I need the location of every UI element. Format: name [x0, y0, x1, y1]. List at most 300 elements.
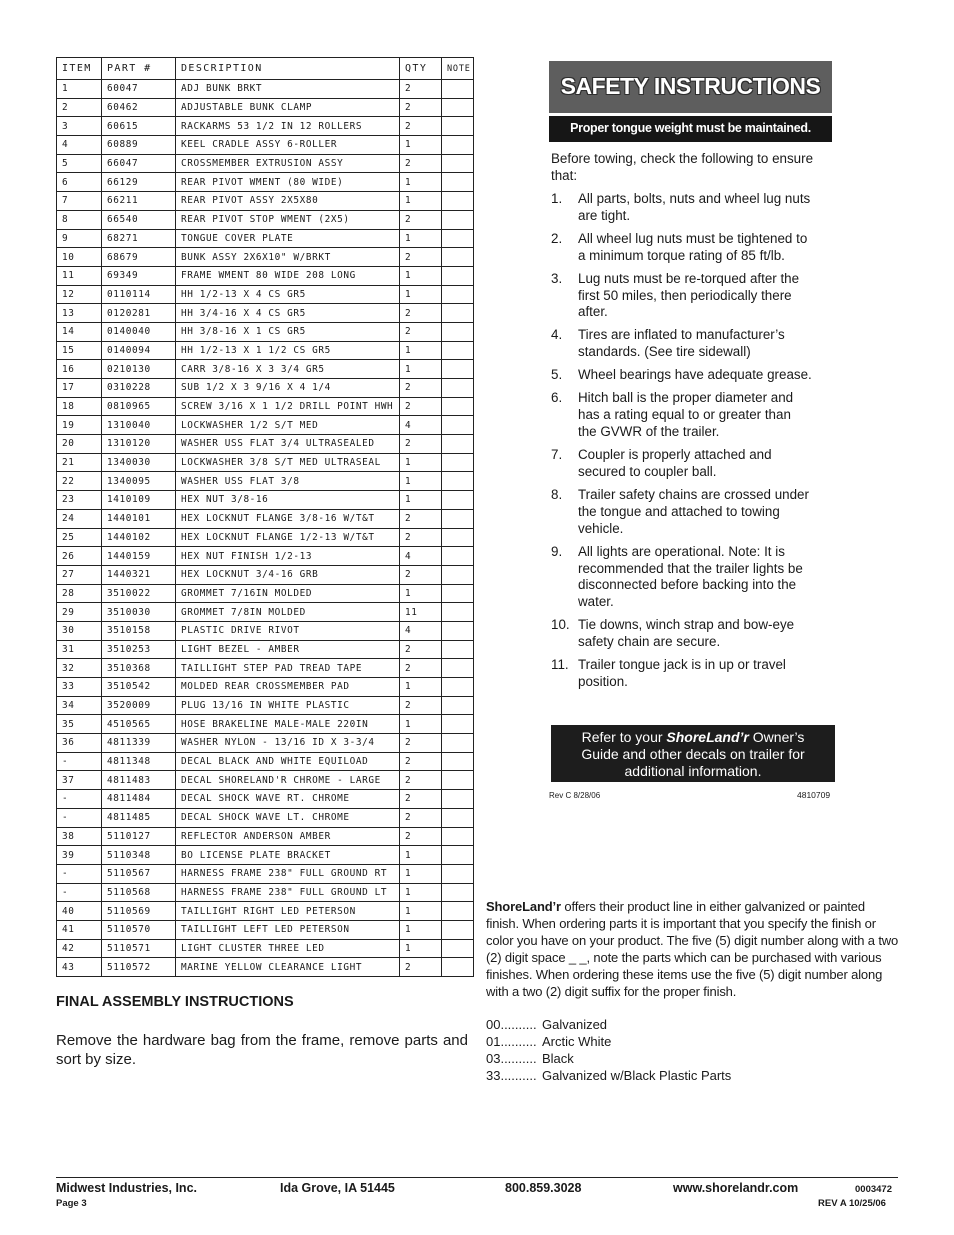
table-row [57, 920, 474, 939]
part-number-cell: 1440159 [102, 547, 176, 566]
part-number-cell: 69349 [102, 266, 176, 285]
finish-option [486, 1067, 731, 1084]
item-cell: 38 [57, 827, 102, 846]
qty-cell: 1 [400, 678, 442, 697]
qty-cell: 1 [400, 229, 442, 248]
description-cell: GROMMET 7/8IN MOLDED [176, 603, 400, 622]
part-number-cell: 5110127 [102, 827, 176, 846]
description-cell: HEX LOCKNUT FLANGE 1/2-13 W/T&T [176, 528, 400, 547]
table-row [57, 846, 474, 865]
description-cell: DECAL SHOCK WAVE LT. CHROME [176, 808, 400, 827]
description-cell: HEX NUT FINISH 1/2-13 [176, 547, 400, 566]
checklist-number: 11. [551, 657, 569, 673]
part-number-cell: 4811348 [102, 752, 176, 771]
table-row [57, 584, 474, 603]
note-cell [442, 902, 474, 921]
footer-website: www.shorelandr.com [673, 1181, 799, 1195]
qty-cell: 2 [400, 790, 442, 809]
safety-checklist [551, 191, 841, 697]
item-cell: 15 [57, 341, 102, 360]
table-row [57, 360, 474, 379]
item-cell: 14 [57, 322, 102, 341]
note-cell [442, 248, 474, 267]
finish-name: Arctic White [542, 1034, 612, 1049]
item-cell: 10 [57, 248, 102, 267]
description-cell: HOSE BRAKELINE MALE-MALE 220IN [176, 715, 400, 734]
checklist-item [551, 327, 841, 361]
footer-city: Ida Grove, IA 51445 [280, 1181, 395, 1195]
note-cell [442, 528, 474, 547]
note-cell [442, 621, 474, 640]
part-number-cell: 60615 [102, 117, 176, 136]
part-number-cell: 66047 [102, 154, 176, 173]
checklist-item [551, 191, 841, 225]
table-row [57, 136, 474, 155]
note-cell [442, 435, 474, 454]
refer-line-1 [551, 729, 835, 746]
part-number-cell: 68679 [102, 248, 176, 267]
description-cell: TAILLIGHT RIGHT LED PETERSON [176, 902, 400, 921]
item-cell: 27 [57, 565, 102, 584]
header-part: PART # [102, 58, 176, 80]
table-row [57, 173, 474, 192]
part-number-cell: 5110348 [102, 846, 176, 865]
item-cell: 37 [57, 771, 102, 790]
description-cell: BUNK ASSY 2X6X10" W/BRKT [176, 248, 400, 267]
footer-phone: 800.859.3028 [505, 1181, 582, 1195]
checklist-number: 6. [551, 390, 563, 406]
part-number-cell: 0810965 [102, 397, 176, 416]
qty-cell: 1 [400, 472, 442, 491]
part-number-cell: 5110568 [102, 883, 176, 902]
part-number-cell: 5110572 [102, 958, 176, 977]
table-row [57, 397, 474, 416]
qty-cell: 2 [400, 509, 442, 528]
qty-cell: 1 [400, 491, 442, 510]
item-cell: 19 [57, 416, 102, 435]
note-cell [442, 659, 474, 678]
note-cell [442, 771, 474, 790]
item-cell: 17 [57, 379, 102, 398]
description-cell: RACKARMS 53 1/2 IN 12 ROLLERS [176, 117, 400, 136]
note-cell [442, 883, 474, 902]
description-cell: HH 1/2-13 X 1 1/2 CS GR5 [176, 341, 400, 360]
item-cell: 8 [57, 210, 102, 229]
note-cell [442, 80, 474, 99]
table-row [57, 603, 474, 622]
description-cell: DECAL SHORELAND'R CHROME - LARGE [176, 771, 400, 790]
item-cell: 43 [57, 958, 102, 977]
header-description: DESCRIPTION [176, 58, 400, 80]
item-cell: 1 [57, 80, 102, 99]
table-row [57, 322, 474, 341]
refer-prefix: Refer to your [581, 729, 663, 745]
finish-name: Galvanized w/Black Plastic Parts [542, 1068, 732, 1083]
parts-table-body [57, 80, 474, 977]
note-cell [442, 397, 474, 416]
note-cell [442, 472, 474, 491]
part-number-cell: 66540 [102, 210, 176, 229]
item-cell: 9 [57, 229, 102, 248]
note-cell [442, 827, 474, 846]
part-number-cell: 4811485 [102, 808, 176, 827]
item-cell: 30 [57, 621, 102, 640]
parts-table [56, 57, 474, 977]
table-row [57, 491, 474, 510]
table-row [57, 790, 474, 809]
description-cell: REAR PIVOT STOP WMENT (2X5) [176, 210, 400, 229]
table-row [57, 154, 474, 173]
qty-cell: 1 [400, 266, 442, 285]
note-cell [442, 453, 474, 472]
description-cell: HH 3/4-16 X 4 CS GR5 [176, 304, 400, 323]
finish-name: Black [542, 1051, 574, 1066]
part-number-cell: 1410109 [102, 491, 176, 510]
finish-paragraph [486, 898, 900, 1000]
checklist-text: All parts, bolts, nuts and wheel lug nuts are tight. [578, 191, 811, 223]
item-cell: 34 [57, 696, 102, 715]
note-cell [442, 565, 474, 584]
description-cell: MARINE YELLOW CLEARANCE LIGHT [176, 958, 400, 977]
note-cell [442, 98, 474, 117]
part-number-cell: 3510030 [102, 603, 176, 622]
safety-title: SAFETY INSTRUCTIONS [560, 73, 821, 99]
finish-code: 00.......... [486, 1017, 537, 1032]
qty-cell: 2 [400, 827, 442, 846]
safety-header [549, 61, 832, 113]
note-cell [442, 360, 474, 379]
checklist-text: Tie downs, winch strap and bow-eye safety chain are secure. [578, 617, 795, 649]
item-cell: 13 [57, 304, 102, 323]
description-cell: HH 3/8-16 X 1 CS GR5 [176, 322, 400, 341]
checklist-item [551, 657, 841, 691]
table-row [57, 80, 474, 99]
note-cell [442, 192, 474, 211]
qty-cell: 2 [400, 640, 442, 659]
part-number-cell: 3520009 [102, 696, 176, 715]
checklist-item [551, 271, 841, 321]
part-number-cell: 60889 [102, 136, 176, 155]
finish-brand: ShoreLand’r [486, 899, 561, 914]
table-row [57, 472, 474, 491]
note-cell [442, 808, 474, 827]
table-row [57, 341, 474, 360]
part-number-cell: 1310120 [102, 435, 176, 454]
description-cell: LIGHT CLUSTER THREE LED [176, 939, 400, 958]
description-cell: REAR PIVOT ASSY 2X5X80 [176, 192, 400, 211]
finish-option [486, 1050, 731, 1067]
description-cell: TAILLIGHT STEP PAD TREAD TAPE [176, 659, 400, 678]
finish-code: 03.......... [486, 1051, 537, 1066]
table-row [57, 229, 474, 248]
description-cell: HARNESS FRAME 238" FULL GROUND RT [176, 864, 400, 883]
description-cell: HEX NUT 3/8-16 [176, 491, 400, 510]
qty-cell: 2 [400, 98, 442, 117]
part-number-cell: 1340030 [102, 453, 176, 472]
item-cell: 12 [57, 285, 102, 304]
item-cell: 2 [57, 98, 102, 117]
finish-text: offers their product line in either galvanized or painted finish. When ordering parts it is important that you specify the finish or color you have on your product. The five (5) digit number along with a two (2) digit space _ _, note the parts which can be purchased with various finishes. When ordering these items use the five (5) digit number along with a two (2) digit suffix for the proper finish. [486, 899, 899, 999]
part-number-cell: 4811484 [102, 790, 176, 809]
qty-cell: 2 [400, 696, 442, 715]
table-row [57, 285, 474, 304]
finish-code: 33.......... [486, 1068, 537, 1083]
item-cell: 39 [57, 846, 102, 865]
qty-cell: 1 [400, 173, 442, 192]
item-cell: 41 [57, 920, 102, 939]
qty-cell: 2 [400, 304, 442, 323]
description-cell: WASHER NYLON - 13/16 ID X 3-3/4 [176, 734, 400, 753]
checklist-text: All lights are operational. Note: It is recommended that the trailer lights be disconnected before backing into the water. [578, 543, 803, 610]
table-row [57, 98, 474, 117]
final-assembly-title: FINAL ASSEMBLY INSTRUCTIONS [56, 994, 294, 1010]
qty-cell: 2 [400, 659, 442, 678]
note-cell [442, 696, 474, 715]
table-row [57, 435, 474, 454]
part-number-cell: 4811339 [102, 734, 176, 753]
qty-cell: 1 [400, 939, 442, 958]
part-number-cell: 3510253 [102, 640, 176, 659]
checklist-text: All wheel lug nuts must be tightened to a minimum torque rating of 85 ft/lb. [578, 230, 808, 263]
qty-cell: 2 [400, 154, 442, 173]
qty-cell: 1 [400, 902, 442, 921]
checklist-number: 3. [551, 270, 563, 286]
checklist-text: Tires are inflated to manufacturer’s standards. (See tire sidewall) [578, 327, 785, 360]
note-cell [442, 603, 474, 622]
table-row [57, 734, 474, 753]
description-cell: BO LICENSE PLATE BRACKET [176, 846, 400, 865]
table-row [57, 509, 474, 528]
header-qty: QTY [400, 58, 442, 80]
qty-cell: 4 [400, 416, 442, 435]
checklist-number: 2. [551, 230, 563, 246]
note-cell [442, 266, 474, 285]
table-row [57, 192, 474, 211]
safety-intro: Before towing, check the following to ensure that: [551, 151, 814, 183]
description-cell: TAILLIGHT LEFT LED PETERSON [176, 920, 400, 939]
qty-cell: 2 [400, 435, 442, 454]
item-cell: 24 [57, 509, 102, 528]
note-cell [442, 341, 474, 360]
note-cell [442, 379, 474, 398]
qty-cell: 2 [400, 752, 442, 771]
table-row [57, 453, 474, 472]
header-note: NOTE [442, 58, 474, 80]
qty-cell: 1 [400, 715, 442, 734]
qty-cell: 1 [400, 864, 442, 883]
item-cell: 22 [57, 472, 102, 491]
checklist-text: Trailer tongue jack is in up or travel position. [578, 657, 786, 689]
item-cell: 6 [57, 173, 102, 192]
checklist-item [551, 390, 841, 440]
note-cell [442, 416, 474, 435]
note-cell [442, 136, 474, 155]
description-cell: CARR 3/8-16 X 3 3/4 GR5 [176, 360, 400, 379]
part-number-cell: 1440102 [102, 528, 176, 547]
part-number-cell: 1340095 [102, 472, 176, 491]
note-cell [442, 734, 474, 753]
qty-cell: 1 [400, 846, 442, 865]
item-cell: - [57, 752, 102, 771]
refer-line-3: additional information. [624, 763, 762, 779]
item-cell: 5 [57, 154, 102, 173]
item-cell: - [57, 883, 102, 902]
checklist-item [551, 617, 841, 651]
item-cell: 11 [57, 266, 102, 285]
note-cell [442, 678, 474, 697]
description-cell: SCREW 3/16 X 1 1/2 DRILL POINT HWH [176, 397, 400, 416]
table-row [57, 621, 474, 640]
table-row [57, 266, 474, 285]
description-cell: HH 1/2-13 X 4 CS GR5 [176, 285, 400, 304]
item-cell: 33 [57, 678, 102, 697]
note-cell [442, 790, 474, 809]
final-assembly-text: Remove the hardware bag from the frame, remove parts and sort by size. [56, 1032, 468, 1068]
qty-cell: 2 [400, 397, 442, 416]
description-cell: FRAME WMENT 80 WIDE 208 LONG [176, 266, 400, 285]
note-cell [442, 285, 474, 304]
note-cell [442, 920, 474, 939]
item-cell: - [57, 790, 102, 809]
item-cell: 42 [57, 939, 102, 958]
description-cell: HARNESS FRAME 238" FULL GROUND LT [176, 883, 400, 902]
description-cell: WASHER USS FLAT 3/4 ULTRASEALED [176, 435, 400, 454]
qty-cell: 1 [400, 341, 442, 360]
note-cell [442, 715, 474, 734]
item-cell: 23 [57, 491, 102, 510]
item-cell: 31 [57, 640, 102, 659]
checklist-item [551, 447, 841, 481]
item-cell: - [57, 808, 102, 827]
finish-name: Galvanized [542, 1017, 608, 1032]
part-number-cell: 0210130 [102, 360, 176, 379]
part-number-cell: 68271 [102, 229, 176, 248]
safety-revision: Rev C 8/28/06 [549, 791, 601, 800]
checklist-text: Hitch ball is the proper diameter and has a rating equal to or greater than the GVWR of the trailer. [578, 390, 794, 440]
safety-part-number: 4810709 [797, 790, 831, 800]
description-cell: DECAL SHOCK WAVE RT. CHROME [176, 790, 400, 809]
item-cell: 3 [57, 117, 102, 136]
description-cell: HEX LOCKNUT FLANGE 3/8-16 W/T&T [176, 509, 400, 528]
description-cell: LIGHT BEZEL - AMBER [176, 640, 400, 659]
parts-table-header [57, 58, 474, 80]
finish-option [486, 1016, 731, 1033]
note-cell [442, 939, 474, 958]
qty-cell: 11 [400, 603, 442, 622]
checklist-number: 5. [551, 367, 563, 383]
table-row [57, 678, 474, 697]
qty-cell: 1 [400, 192, 442, 211]
checklist-number: 10. [551, 617, 570, 633]
part-number-cell: 60047 [102, 80, 176, 99]
qty-cell: 2 [400, 322, 442, 341]
note-cell [442, 491, 474, 510]
note-cell [442, 846, 474, 865]
qty-cell: 2 [400, 734, 442, 753]
table-row [57, 379, 474, 398]
description-cell: SUB 1/2 X 3 9/16 X 4 1/4 [176, 379, 400, 398]
checklist-text: Coupler is properly attached and secured to coupler ball. [578, 447, 772, 479]
part-number-cell: 3510158 [102, 621, 176, 640]
part-number-cell: 66211 [102, 192, 176, 211]
table-row [57, 883, 474, 902]
part-number-cell: 1440101 [102, 509, 176, 528]
table-row [57, 528, 474, 547]
part-number-cell: 3510368 [102, 659, 176, 678]
part-number-cell: 4510565 [102, 715, 176, 734]
note-cell [442, 864, 474, 883]
part-number-cell: 4811483 [102, 771, 176, 790]
safety-subtitle: Proper tongue weight must be maintained. [549, 116, 832, 142]
table-row [57, 248, 474, 267]
checklist-text: Trailer safety chains are crossed under the tongue and attached to towing vehicle. [578, 487, 809, 536]
description-cell: ADJUSTABLE BUNK CLAMP [176, 98, 400, 117]
note-cell [442, 154, 474, 173]
note-cell [442, 322, 474, 341]
part-number-cell: 0120281 [102, 304, 176, 323]
finish-options [486, 1016, 731, 1084]
refer-box [551, 725, 835, 782]
table-row [57, 827, 474, 846]
footer-page: Page 3 [56, 1198, 87, 1209]
description-cell: DECAL BLACK AND WHITE EQUILOAD [176, 752, 400, 771]
qty-cell: 2 [400, 379, 442, 398]
checklist-item [551, 231, 841, 265]
description-cell: HEX LOCKNUT 3/4-16 GRB [176, 565, 400, 584]
part-number-cell: 0310228 [102, 379, 176, 398]
note-cell [442, 229, 474, 248]
refer-suffix: Owner’s [752, 729, 805, 745]
checklist-text: Wheel bearings have adequate grease. [578, 367, 812, 383]
table-row [57, 117, 474, 136]
part-number-cell: 5110571 [102, 939, 176, 958]
qty-cell: 1 [400, 883, 442, 902]
footer-divider [56, 1177, 898, 1178]
finish-code: 01.......... [486, 1034, 537, 1049]
description-cell: ADJ BUNK BRKT [176, 80, 400, 99]
qty-cell: 1 [400, 360, 442, 379]
note-cell [442, 304, 474, 323]
description-cell: TONGUE COVER PLATE [176, 229, 400, 248]
refer-brand: ShoreLand’r [666, 729, 749, 745]
footer-revision: REV A 10/25/06 [818, 1198, 886, 1209]
table-row [57, 902, 474, 921]
part-number-cell: 5110569 [102, 902, 176, 921]
table-row [57, 715, 474, 734]
description-cell: PLUG 13/16 IN WHITE PLASTIC [176, 696, 400, 715]
qty-cell: 2 [400, 528, 442, 547]
qty-cell: 1 [400, 584, 442, 603]
description-cell: LOCKWASHER 3/8 S/T MED ULTRASEAL [176, 453, 400, 472]
table-row [57, 939, 474, 958]
table-row [57, 771, 474, 790]
checklist-text: Lug nuts must be re-torqued after the first 50 miles, then periodically there after. [578, 270, 800, 320]
description-cell: CROSSMEMBER EXTRUSION ASSY [176, 154, 400, 173]
item-cell: 21 [57, 453, 102, 472]
checklist-item [551, 487, 841, 537]
part-number-cell: 1440321 [102, 565, 176, 584]
qty-cell: 1 [400, 453, 442, 472]
part-number-cell: 5110570 [102, 920, 176, 939]
qty-cell: 2 [400, 958, 442, 977]
footer-doc-number: 0003472 [855, 1184, 892, 1195]
checklist-number: 1. [551, 191, 563, 206]
note-cell [442, 210, 474, 229]
qty-cell: 2 [400, 771, 442, 790]
part-number-cell: 60462 [102, 98, 176, 117]
part-number-cell: 0140040 [102, 322, 176, 341]
note-cell [442, 509, 474, 528]
